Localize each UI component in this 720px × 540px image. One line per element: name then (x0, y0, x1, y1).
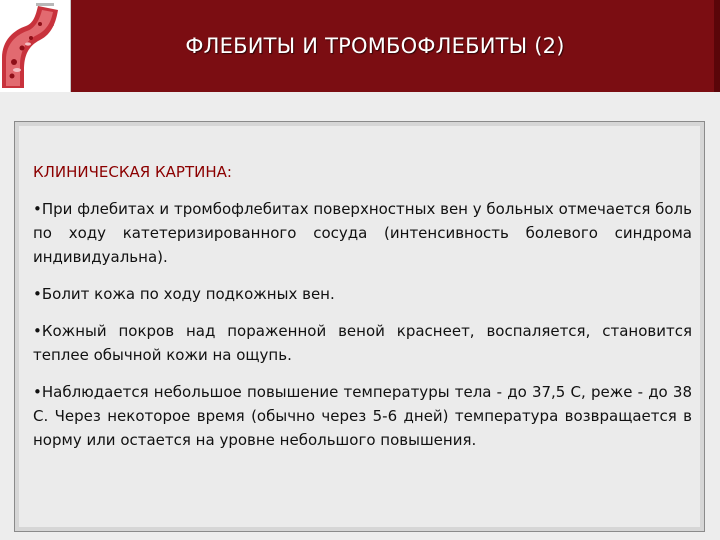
section-heading: КЛИНИЧЕСКАЯ КАРТИНА: (33, 163, 232, 181)
bullet-paragraph (33, 197, 692, 269)
bullet-marker: • (33, 322, 42, 340)
bullet-text: При флебитах и тромбофлебитах поверхностных вен у больных отмечается боль по ходу катетеризированного сосуда (интенсивность болевого синдрома индивидуальна). (33, 200, 692, 266)
bullet-text: Наблюдается небольшое повышение температуры тела - до 37,5 С, реже - до 38 С. Через некоторое время (обычно через 5-6 дней) температура возвращается в норму или остается на уровне небольшого повышения. (33, 383, 692, 449)
bullet-paragraph (33, 319, 692, 367)
bullet-paragraph (33, 380, 692, 452)
slide-title: ФЛЕБИТЫ И ТРОМБОФЛЕБИТЫ (2) (185, 34, 565, 58)
bullet-paragraph (33, 282, 692, 306)
bullet-text: Кожный покров над пораженной веной краснеет, воспаляется, становится теплее обычной кожи на ощупь. (33, 322, 692, 364)
slide-content (33, 160, 692, 465)
header-edge (714, 0, 720, 92)
bullet-marker: • (33, 383, 42, 401)
bullet-marker: • (33, 200, 42, 218)
slide-header (0, 0, 720, 92)
bullet-marker: • (33, 285, 42, 303)
bullet-text: Болит кожа по ходу подкожных вен. (41, 285, 335, 303)
vein-thrombus-illustration (0, 0, 71, 92)
